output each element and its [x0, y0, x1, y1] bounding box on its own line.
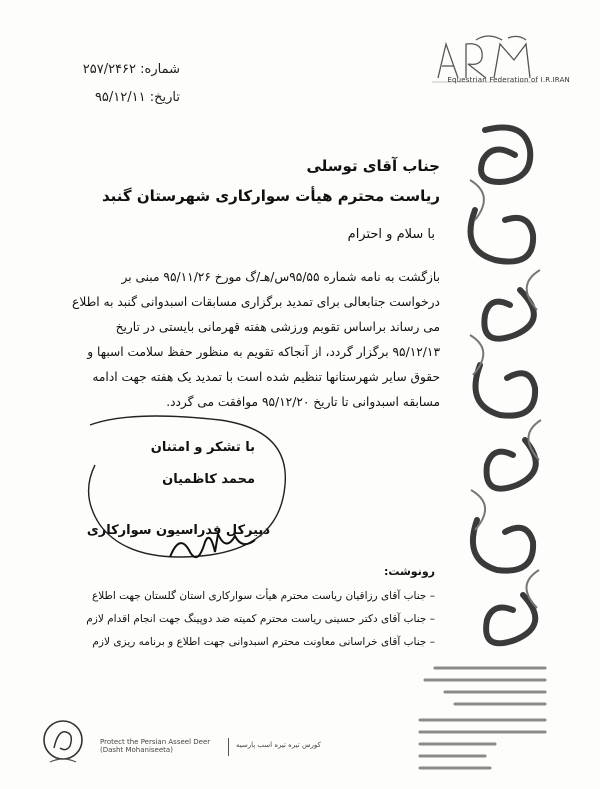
body-line: بازگشت به نامه شماره ۹۵/۵۵س/هـ/گ مورخ ۹۵/۱۱/۲۶ مبنی بر [121, 270, 440, 284]
reference-number [60, 62, 180, 77]
addressee-name: جناب آقای توسلی [306, 157, 440, 175]
decorative-border-ornament [455, 120, 555, 660]
cc-item: – جناب آقای رزاقیان ریاست محترم هیأت سوارکاری استان گلستان جهت اطلاع [91, 590, 435, 602]
greeting: با سلام و احترام [347, 227, 435, 242]
addressee-position: ریاست محترم هیأت سوارکاری شهرستان گنبد [101, 187, 440, 205]
body-line: می رساند براساس تقویم ورزشی هفته قهرمانی بایستی در تاریخ [115, 320, 440, 334]
number-value: ۲۵۷/۲۴۶۲ [82, 62, 137, 77]
body-line: درخواست جنابعالی برای تمدید برگزاری مسابقات اسبدوانی گنبد به اطلاع [72, 295, 440, 309]
emblem-icon [42, 718, 84, 766]
body-line: مسابقه اسبدوانی تا تاریخ ۹۵/۱۲/۲۰ موافقت می گردد. [166, 395, 440, 409]
date-value: ۹۵/۱۲/۱۱ [94, 90, 146, 105]
footer-slogan-fa: کورس تیره تیره اسب پارسیه [236, 741, 321, 749]
address-block [415, 662, 555, 782]
closing-phrase: با تشکر و امتنان [150, 440, 255, 455]
handwritten-signature [160, 522, 270, 567]
footer-divider [228, 738, 229, 756]
cc-item: – جناب آقای دکتر حسینی ریاست محترم کمیته ضد دوپینگ جهت انجام اقدام لازم [86, 613, 435, 625]
date-label: تاریخ: [149, 90, 180, 105]
cc-title: رونوشت: [383, 565, 435, 578]
signatory-title: دبیرکل فدراسیون سوارکاری [86, 523, 270, 538]
letter-date [60, 90, 180, 105]
body-line: ۹۵/۱۲/۱۳ برگزار گردد، از آنجاکه تقویم به منظور حفظ سلامت اسبها و [87, 345, 440, 359]
footer-slogan-en: Protect the Persian Asseel Deer (Dasht Mohaniseeta) [100, 738, 211, 754]
org-name-en: Equestrian Federation of I.R.IRAN [447, 76, 570, 84]
number-label: شماره: [140, 62, 180, 77]
cc-item: – جناب آقای خراسانی معاونت محترم اسبدوانی جهت اطلاع و برنامه ریزی لازم [92, 636, 435, 648]
body-line: حقوق سایر شهرستانها تنظیم شده است با تمدید یک هفته جهت ادامه [92, 370, 440, 384]
letter-body [72, 265, 440, 415]
signatory-name: محمد کاظمیان [162, 472, 255, 487]
